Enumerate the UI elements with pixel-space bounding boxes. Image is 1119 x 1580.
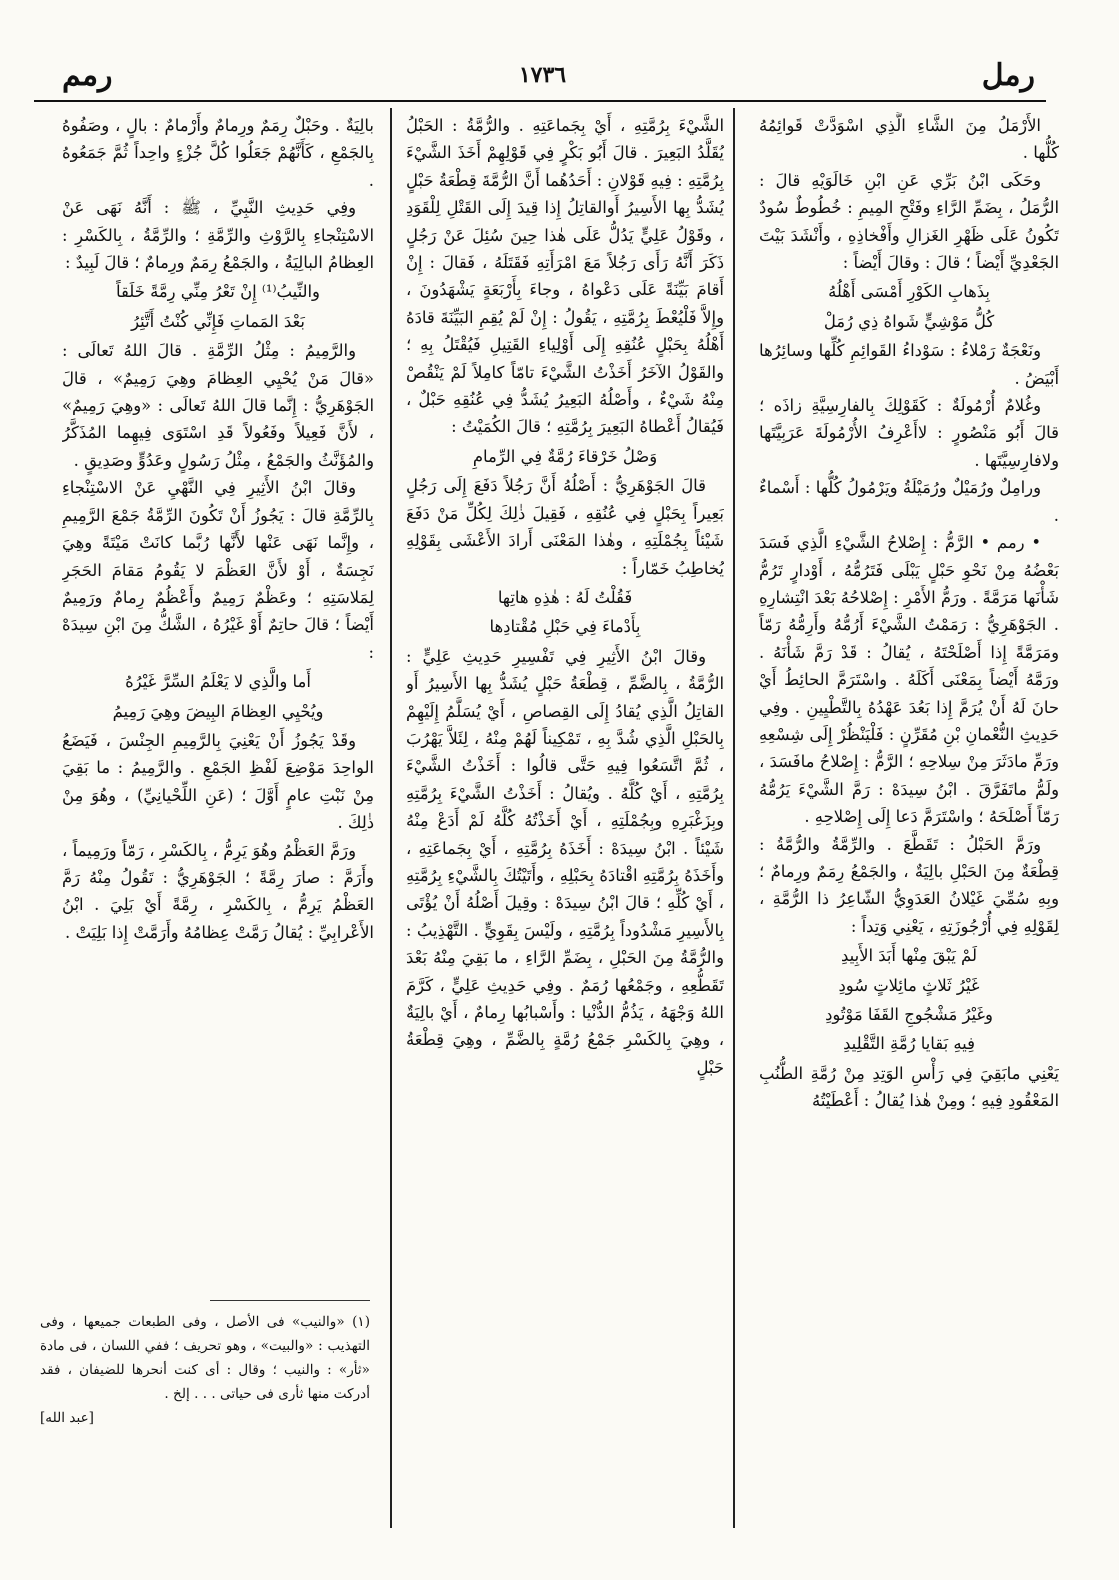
column-middle xyxy=(406,112,724,1472)
paragraph: ورَمَّ الحَبْلُ : تَقَطَّعَ . والرِّمَّةُ والرُّمَّةُ : قِطْعَةٌ مِنَ الحَبْلِ بالِيَةٌ ، والجَمْعُ رِمَمٌ ورِمامٌ ؛ وبِهِ سُمِّيَ غَيْلانُ العَدَوِيُّ الشّاعِرُ ذا الرُّمَّةِ ، لِقَوْلِهِ فِي أُرْجُوزَتِهِ ، يَعْنِي وَتِداً : xyxy=(759,834,1059,936)
column-divider-right xyxy=(733,108,735,1528)
paragraph: وقالَ ابْنُ الأَثِيرِ فِي النَّهْيِ عَنْ الاسْتِنْجاءِ بِالرِّمَّةِ قالَ : يَجُوزُ أَنْ تَكُونَ الرِّمَّةُ جَمْعَ الرَّمِيمِ ، وإِنَّما نَهَى عَنْها لأَنَّها رُبَّما كانَتْ مَيْتَةً وهِيَ نَجِسَةٌ ، أَوْ لأَنَّ العَظْمَ لا يَقُومُ مَقامَ الحَجَرِ لِمَلاسَتِهِ ؛ وعَظْمٌ رَمِيمٌ وأَعْظُمٌ رِمامٌ ورَمِيمٌ أَيْضاً ؛ قالَ حاتِمٌ أَوْ غَيْرُهُ ، الشَّكُّ مِنَ ابْنِ سِيدَهْ : xyxy=(62,478,374,662)
footnote xyxy=(40,1310,370,1430)
verse-line: بَعْدَ المَماتِ فَإِنِّي كُنْتُ أَتَّئِرُ xyxy=(131,311,305,331)
verse-line: ويُحْيِي العِظامَ البِيضَ وهِيَ رَمِيمُ xyxy=(112,701,324,721)
paragraph: وحَكَى ابْنُ بَرِّي عَنِ ابْنِ خَالَوَيْهِ قالَ : الرُّمَلُ ، بِضَمِّ الرَّاءِ وفَتْحِ المِيمِ : خُطُوطٌ سُودٌ تَكُونُ عَلَى ظَهْرِ الغَزالِ وأَفْخاذِهِ ، وأَنْشَدَ بَيْتَ الجَعْدِيِّ أَيْضاً ؛ قالَ : وقالَ أَيْضاً : xyxy=(759,170,1059,273)
header-right-word: رمل xyxy=(981,58,1035,93)
paragraph: وقَدْ يَجُوزُ أَنْ يَعْنِيَ بِالرَّمِيمِ الجِنْسَ ، فَيَضَعُ الواحِدَ مَوْضِعَ لَفْظِ الجَمْعِ . والرَّمِيمُ : ما بَقِيَ مِنْ نَبْتِ عامٍ أَوَّلَ ؛ (عَنِ اللِّحْيانِيِّ) ، وهُوَ مِنْ ذٰلِكَ . xyxy=(62,730,374,833)
verse-line: بِأَدْماءَ فِي حَبْلِ مُقْتادِها xyxy=(489,617,641,637)
footnote-signature: [عبد الله] xyxy=(40,1410,94,1426)
verse-line: وَصْلُ خَرْقاءَ رُمَّةٌ فِي الرِّمامِ xyxy=(472,446,658,466)
paragraph: وغُلامٌ أُرْمُولَةٌ : كَقَوْلِكَ بِالفارِسِيَّةِ زاذَه ؛ قالَ أَبُو مَنْصُورٍ : لاأَعْرِفُ الأُرْمُولَةَ عَرَبِيَّتَها ولافارِسِيَّتَها . xyxy=(759,396,1059,470)
header-left-word: رمم xyxy=(62,58,113,93)
verse-line: فَقُلْتُ لَهُ : هٰذِهِ هاتِها xyxy=(497,587,633,607)
column-divider-left xyxy=(390,108,392,1528)
entry-heading-paragraph: • رمم • الرَّمُّ : إِصْلاحُ الشَّيْءِ الَّذِي فَسَدَ بَعْضُهُ مِنْ نَحْوِ حَبْلٍ يَبْلَى فَتَرُمُّهُ ، أَوْدارٍ تَرُمُّ شَأْنَها مَرَمَّةً . ورَمُّ الأَمْرِ : إِصْلاحُهُ بَعْدَ انْتِشارِهِ . الجَوْهَرِيُّ : رَمَمْتُ الشَّيْءَ أَرُمُّهُ وأَرِمُّهُ رَمّاً ومَرَمَّةً إِذا أَصْلَحْتَهُ ، يُقالُ : قَدْ رَمَّ شَأْنَهُ . ورَمَّهُ أَيْضاً بِمَعْنَى أَكَلَهُ . واسْتَرَمَّ الحائِطُ أَيْ حانَ لَهُ أَنْ يُرَمَّ إِذا بَعُدَ عَهْدُهُ بِالتَّطْيِينِ . وفِي حَدِيثِ النُّعْمانِ بْنِ مُقَرِّنٍ : فَلْيَنْظُرْ إِلَى شِسْعِهِ ورَمِّ مادَثَرَ مِنْ سِلاحِهِ ؛ الرَّمُّ : إِصْلاحُ مافَسَدَ ، ولَمُّ ماتَفَرَّقَ . ابْنُ سِيدَهْ : رَمَّ الشَّيْءَ يَرُمُّهُ رَمّاً أَصْلَحَهُ ؛ واسْتَرَمَّ دَعا إِلَى إِصْلاحِهِ . xyxy=(759,533,1059,827)
paragraph: والرَّمِيمُ : مِثْلُ الرِّمَّةِ . قالَ اللهُ تَعالَى : «قالَ مَنْ يُحْيِي العِظامَ وهِيَ رَمِيمٌ» ، قالَ الجَوْهَرِيُّ : إِنَّما قالَ اللهُ تَعالَى : «وهِيَ رَمِيمٌ» ، لأَنَّ فَعِيلاً وفَعُولاً قَدِ اسْتَوَى فِيهِما المُذَكَّرُ والمُؤَنَّثُ والجَمْعُ ، مِثْلُ رَسُولٍ وعَدُوٍّ وصَدِيقٍ . xyxy=(62,341,374,470)
page-header xyxy=(40,58,1045,98)
header-rule xyxy=(34,100,1046,102)
paragraph: قالَ الجَوْهَرِيُّ : أَصْلُهُ أَنَّ رَجُلاً دَفَعَ إِلَى رَجُلٍ بَعِيراً بِحَبْلٍ فِي عُنُقِهِ ، فَقِيلَ ذٰلِكَ لِكُلِّ مَنْ دَفَعَ شَيْئاً بِجُمْلَتِهِ ، وهٰذا المَعْنَى أَرادَ الأَعْشَى بِقَوْلِهِ يُخاطِبُ خَمّاراً : xyxy=(406,476,724,578)
verse-line: بِذَهابِ الكَوْرِ أَمْسَى أَهْلُهُ xyxy=(828,282,990,302)
footnote-text: (١) «والنيب» فى الأصل ، وفى الطبعات جميعها ، وفى التهذيب : «والبيت» ، وهو تحريف ؛ ففي اللسان ، فى مادة «ثأر» : والنيب ؛ وقال : أى كنت أنحرها للضيفان ، فقد أدركت منها ثأرى فى حياتى . . . إلخ . xyxy=(40,1314,370,1402)
verse-line: والنِّيبُ⁽¹⁾ إِنْ تَعْرُ مِنِّي رِمَّةً خَلَقاً xyxy=(116,282,320,302)
verse-line: أَما والَّذِي لا يَعْلَمُ السِّرَّ غَيْرُهُ xyxy=(125,672,311,692)
verse-line: كُلُّ مَوْشِيٍّ شَواهُ ذِي رُمَلْ xyxy=(823,311,995,331)
paragraph: بالِيَةٌ . وحَبْلٌ رِمَمٌ ورِمامٌ وأَرْمامٌ : بالٍ ، وصَفُوهُ بِالجَمْعِ ، كَأَنَّهُمْ جَعَلُوا كُلَّ جُزْءٍ واحِداً ثُمَّ جَمَعُوهُ . xyxy=(62,116,374,190)
paragraph: وقالَ ابْنُ الأَثِيرِ فِي تَفْسِيرِ حَدِيثِ عَلِيٍّ : الرُّمَّةُ ، بِالضَّمِّ ، قِطْعَةُ حَبْلٍ يُشَدُّ بِها الأَسِيرُ أَو القاتِلُ الَّذِي يُقادُ إِلَى القِصاصِ ، أَيْ يُسَلَّمُ إِلَيْهِمْ بِالحَبْلِ الَّذِي شُدَّ بِهِ ، تَمْكِيناً لَهُمْ مِنْهُ ، لِئَلاَّ يَهْرُبَ ، ثُمَّ اتَّسَعُوا فِيهِ حَتَّى قالُوا : أَخَذْتُ الشَّيْءَ بِرُمَّتِهِ ، أَيْ كُلَّهُ . ويُقالُ : أَخَذْتُ الشَّيْءَ بِرُمَّتِهِ وبِزَغْبَرِهِ وبِجُمْلَتِهِ ، أَيْ أَخَذْتُهُ كُلَّهُ لَمْ أَدَعْ مِنْهُ شَيْئاً . ابْنُ سِيدَهْ : أَخَذَهُ بِرُمَّتِهِ ، أَيْ بِجَماعَتِهِ ، وأَخَذَهُ بِرُمَّتِهِ اقْتادَهُ بِحَبْلِهِ ، وأَتَيْتُكَ بِالشَّيْءِ بِرُمَّتِهِ ، أَيْ كُلِّهِ ؛ قالَ ابْنُ سِيدَهْ : وقِيلَ أَصْلُهُ أَنْ يُؤْتَى بِالأَسِيرِ مَشْدُوداً بِرُمَّتِهِ ، ولَيْسَ بِقَوِيٍّ . التَّهْذِيبُ : والرُّمَّةُ مِنَ الحَبْلِ ، بِضَمِّ الرَّاءِ ، ما بَقِيَ مِنْهُ بَعْدَ تَقَطُّعِهِ ، وجَمْعُها رُمَمٌ . وفِي حَدِيثِ عَلِيٍّ ، كَرَّمَ اللهُ وَجْهَهُ ، يَذُمُّ الدُّنْيا : وأَسْبابُها رِمامٌ ، أَيْ بالِيَةٌ ، وهِيَ بِالكَسْرِ جَمْعُ رُمَّةٍ بِالضَّمِّ ، وهِيَ قِطْعَةُ حَبْلٍ xyxy=(406,646,724,1077)
paragraph: ورَمَّ العَظْمُ وهُوَ يَرِمُّ ، بِالكَسْرِ ، رَمّاً ورَمِيماً ، وأَرَمَّ : صارَ رِمَّةً ؛ الجَوْهَرِيُّ : تَقُولُ مِنْهُ رَمَّ العَظْمُ يَرِمُّ ، بِالكَسْرِ ، رِمَّةً أَيْ بَلِيَ . ابْنُ الأَعْرابِيِّ : يُقالُ رَمَّتْ عِظامُهُ وأَرَمَّتْ إِذا بَلِيَتْ . xyxy=(62,840,374,942)
column-left xyxy=(62,112,374,1292)
paragraph: الأَرْمَلُ مِنَ الشَّاءِ الَّذِي اسْوَدَّتْ قَوائِمُهُ كُلُّها . xyxy=(759,116,1059,163)
verse-line: فِيهِ بَقايا رُمَّةِ التَّقْلِيدِ xyxy=(843,1034,975,1054)
verse-line: وغَيْرُ مَشْجُوجِ القَفَا مَوْتُودِ xyxy=(825,1005,993,1024)
paragraph: وفِي حَدِيثِ النَّبِيِّ ، ﷺ : أَنَّهُ نَهَى عَنْ الاسْتِنْجاءِ بِالرَّوْثِ والرِّمَّةِ ؛ والرِّمَّةُ ، بِالكَسْرِ : العِظامُ البالِيَةُ ، والجَمْعُ رِمَمٌ ورِمامٌ ؛ قالَ لَبِيدٌ : xyxy=(62,198,374,273)
footnote-rule xyxy=(210,1300,370,1301)
column-right xyxy=(759,112,1059,1472)
paragraph: ونَعْجَةٌ رَمْلاءُ : سَوْداءُ القَوائِمِ كُلِّها وسائِرُها أَبْيَضُ . xyxy=(759,341,1059,388)
verse-line: لَمْ يَبْقَ مِنْها أَبَدَ الأَبِيدِ xyxy=(841,946,977,966)
paragraph: يَعْنِي مابَقِيَ فِي رَأْسِ الوَتِدِ مِنْ رُمَّةِ الطُّنُبِ المَعْقُودِ فِيهِ ؛ ومِنْ هٰذا يُقالُ : أَعْطَيْتُهُ xyxy=(759,1063,1059,1111)
paragraph: ورامِلٌ ورُمَيْلٌ ورُمَيْلَةُ ويَرْمُولُ كُلُّها : أَسْماءٌ . xyxy=(759,478,1059,525)
paragraph: الشَّيْءَ بِرُمَّتِهِ ، أَيْ بِجَماعَتِهِ . والرُّمَّةُ : الحَبْلُ يُقَلَّدُ البَعِيرَ . قالَ أَبُو بَكْرٍ فِي قَوْلِهِمْ أَخَذَ الشَّيْءَ بِرُمَّتِهِ : فِيهِ قَوْلانِ : أَحَدُهُما أَنَّ الرُّمَّةَ قِطْعَةُ حَبْلٍ يُشَدُّ بِها الأَسِيرُ أَوالقاتِلُ إِذا قِيدَ إِلَى القَتْلِ لِلْقَوَدِ ، وقَوْلُ عَلِيٍّ يَدُلُّ عَلَى هٰذا حِينَ سُئِلَ عَنْ رَجُلٍ ذَكَرَ أَنَّهُ رَأَى رَجُلاً مَعَ امْرَأَتِهِ فَقَتَلَهُ ، فَقالَ : إِنْ أَقامَ بَيِّنَةً عَلَى دَعْواهُ ، وجاءَ بِأَرْبَعَةٍ يَشْهَدُونَ ، وإِلاَّ فَلْيُعْطَ بِرُمَّتِهِ ، يَقُولُ : إِنْ لَمْ يُقِمِ البَيِّنَةَ قادَهُ أَهْلُهُ بِحَبْلٍ عُنُقِهِ إِلَى أَوْلِياءِ القَتِيلِ فَيُقْتَلُ بِهِ ؛ والقَوْلُ الآخَرُ أَخَذْتُ الشَّيْءَ تامّاً كامِلاً لَمْ يَنْقُصْ مِنْهُ شَيْءٌ ، وأَصْلُهُ البَعِيرُ يُشَدُّ فِي عُنُقِهِ حَبْلٌ ، فَيُقالُ أَعْطاهُ البَعِيرَ بِرُمَّتِهِ ؛ قالَ الكُمَيْتُ : xyxy=(406,116,724,437)
verse-line: غَيْرُ ثَلاثٍ مائِلاتٍ سُودِ xyxy=(838,975,980,995)
page-number: ١٧٣٦ xyxy=(518,62,567,88)
